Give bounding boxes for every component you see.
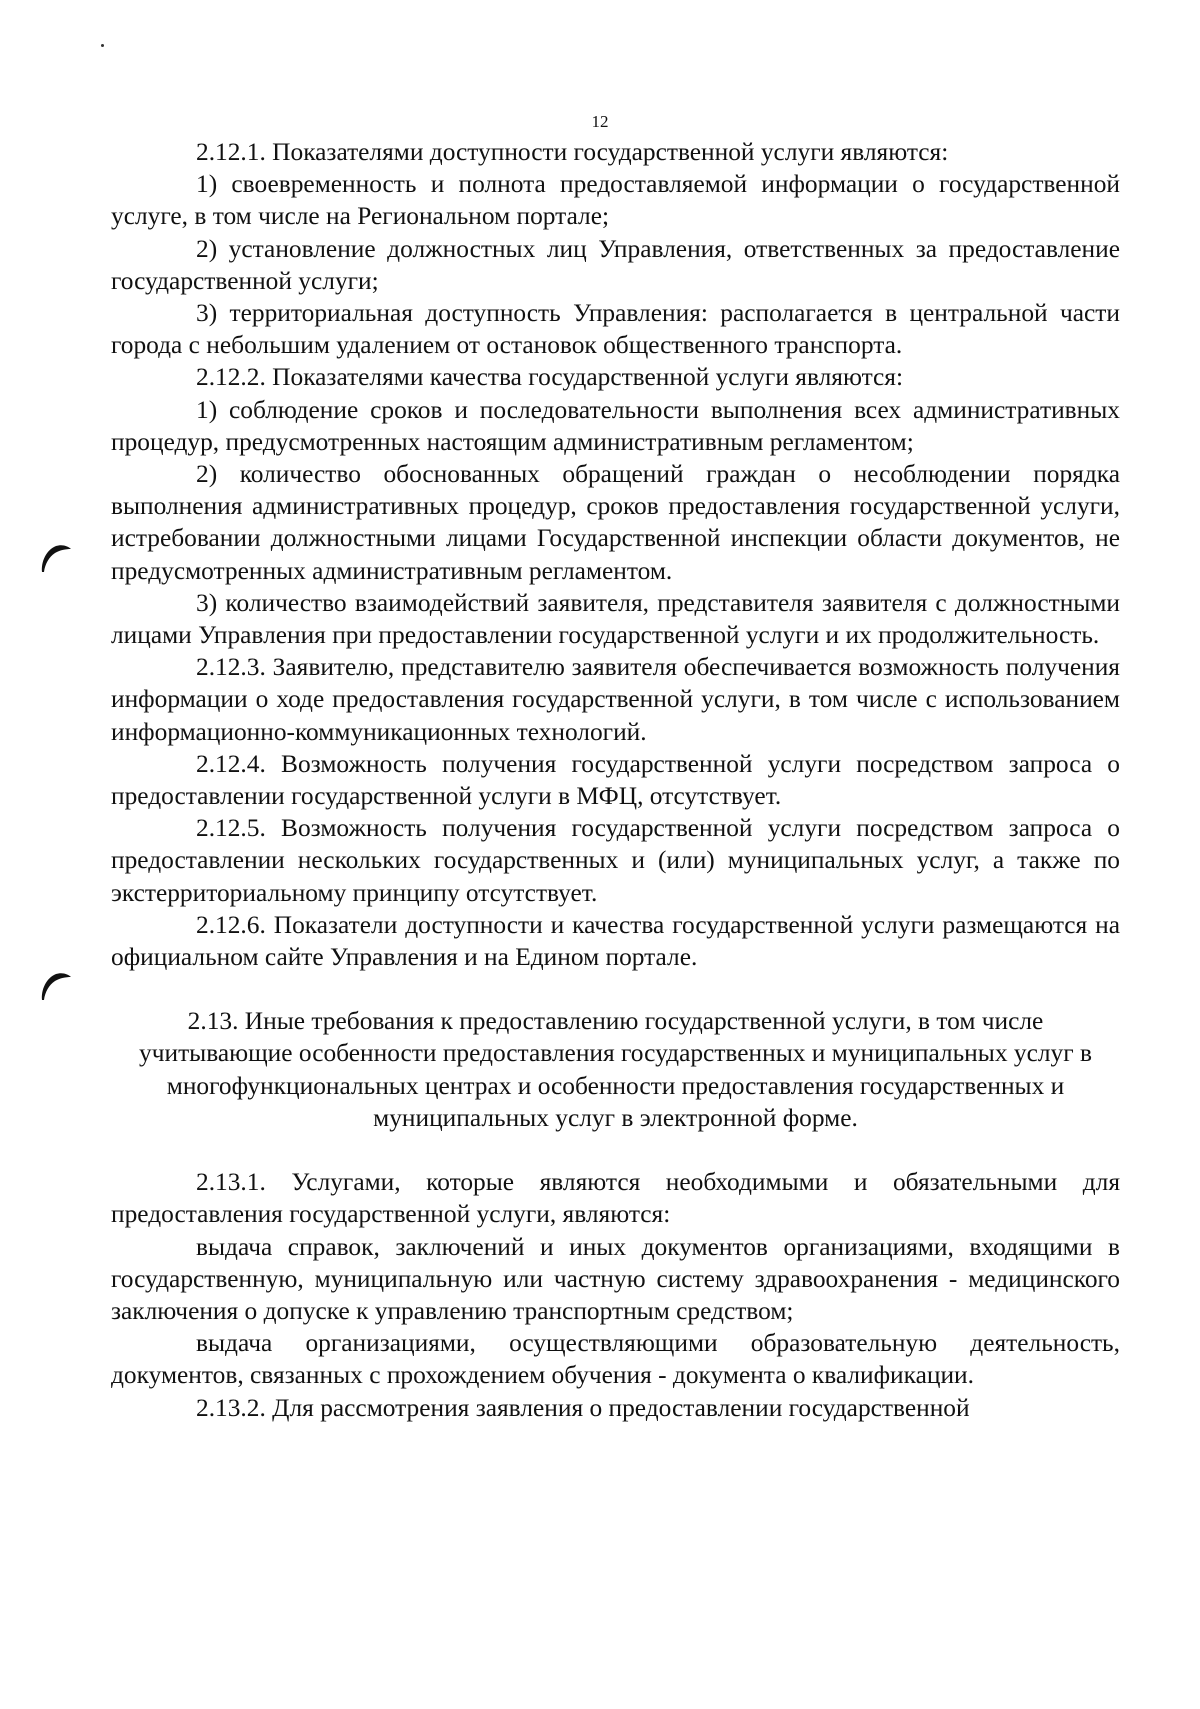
punch-hole-mark-icon <box>38 968 74 1002</box>
paragraph-2-13-1: 2.13.1. Услугами, которые являются необходимыми и обязательными для предоставления государственной услуги, являются: <box>111 1168 1120 1229</box>
paragraph-list-item: 2) установление должностных лиц Управления, ответственных за предоставление государственной услуги; <box>111 234 1120 295</box>
paragraph-2-13-2: 2.13.2. Для рассмотрения заявления о предоставлении государственной <box>196 1393 970 1422</box>
page-number: 12 <box>591 112 609 131</box>
paragraph-2-12-2: 2.12.2. Показателями качества государственной услуги являются: <box>196 363 904 392</box>
paragraph-list-item: 1) соблюдение сроков и последовательности выполнения всех административных процедур, предусмотренных настоящим административным регламентом; <box>111 395 1120 456</box>
paragraph-list-item: выдача организациями, осуществляющими образовательную деятельность, документов, связанных с прохождением обучения - документа о квалификации. <box>111 1329 1120 1390</box>
paragraph-list-item: 3) территориальная доступность Управления: располагается в центральной части города с небольшим удалением от остановок общественного транспорта. <box>111 299 1120 360</box>
paragraph-2-12-6: 2.12.6. Показатели доступности и качества государственной услуги размещаются на официальном сайте Управления и на Едином портале. <box>111 910 1120 972</box>
paragraph-list-item: 1) своевременность и полнота предоставляемой информации о государственной услуге, в том числе на Региональном портале; <box>111 170 1120 231</box>
section-heading-2-13: 2.13. Иные требования к предоставлению государственной услуги, в том числе учитывающие особенности предоставления государственных и муниципальных услуг в многофункциональных центрах и особенности предоставления государственных и муниципальных услуг в электронной форме. <box>139 1007 1092 1132</box>
paragraph-2-12-1: 2.12.1. Показателями доступности государственной услуги являются: <box>196 138 949 166</box>
body-text <box>111 136 1120 1424</box>
paragraph-list-item: выдача справок, заключений и иных документов организациями, входящими в государственную, муниципальную или частную систему здравоохранения - медицинского заключения о допуске к управлению транспортным средством; <box>111 1232 1120 1325</box>
paragraph-list-item: 2) количество обоснованных обращений граждан о несоблюдении порядка выполнения административных процедур, сроков предоставления государственной услуги, истребовании должностными лицами Государственной инспекции области документов, не предусмотренных административным регламентом. <box>111 460 1120 585</box>
punch-hole-mark-icon <box>38 540 74 574</box>
paragraph-2-12-4: 2.12.4. Возможность получения государственной услуги посредством запроса о предоставлении государственной услуги в МФЦ, отсутствует. <box>111 749 1120 811</box>
paragraph-list-item: 3) количество взаимодействий заявителя, представителя заявителя с должностными лицами Управления при предоставлении государственной услуги и их продолжительность. <box>111 588 1120 650</box>
scan-speck <box>101 44 104 47</box>
paragraph-2-12-5: 2.12.5. Возможность получения государственной услуги посредством запроса о предоставлении нескольких государственных и (или) муниципальных услуг, а также по экстерриториальному принципу отсутствует. <box>111 814 1120 907</box>
paragraph-2-12-3: 2.12.3. Заявителю, представителю заявителя обеспечивается возможность получения информации о ходе предоставления государственной услуги, в том числе с использованием информационно-коммуникационных технологий. <box>111 653 1120 746</box>
